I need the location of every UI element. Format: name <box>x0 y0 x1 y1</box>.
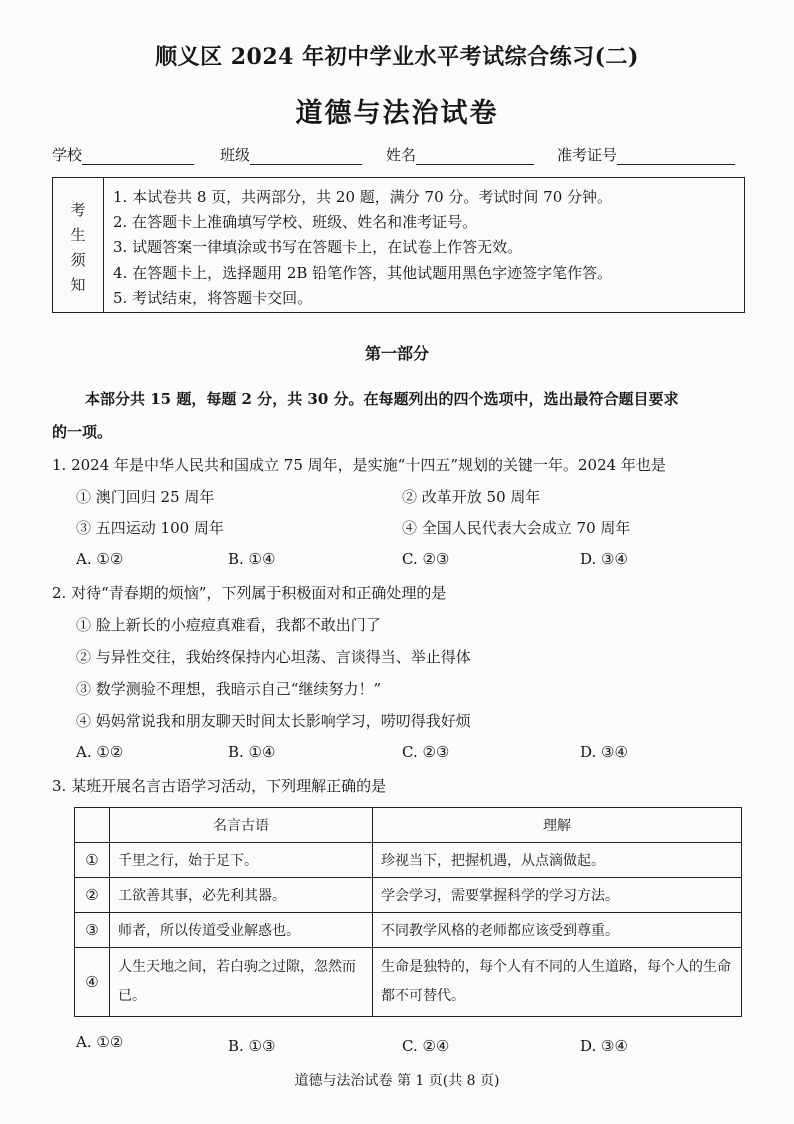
table-cell: ④ <box>75 948 110 1017</box>
table-cell: ① <box>75 843 110 878</box>
name-label: 姓名 <box>386 146 417 164</box>
table-row <box>75 843 742 878</box>
statement: ① 澳门回归 25 周年 <box>76 488 215 506</box>
table-row <box>75 948 742 1017</box>
table-cell: 不同教学风格的老师都应该受到尊重。 <box>373 913 742 948</box>
quotes-table <box>74 807 742 1017</box>
option-d[interactable]: D. ③④ <box>580 1037 628 1055</box>
table-cell: 生命是独特的，每个人有不同的人生道路，每个人的生命都不可替代。 <box>373 948 742 1017</box>
statement: ① 脸上新长的小痘痘真难看，我都不敢出门了 <box>76 616 381 634</box>
option-b[interactable]: B. ①③ <box>228 1037 276 1055</box>
exam-id-blank[interactable] <box>617 148 735 165</box>
part-title: 第一部分 <box>364 344 429 363</box>
statement: ④ 妈妈常说我和朋友聊天时间太长影响学习，唠叨得我好烦 <box>76 712 471 730</box>
notice-item: 1. 本试卷共 8 页，共两部分，共 20 题，满分 70 分。考试时间 70 分钟。 <box>113 188 613 206</box>
notice-item: 5. 考试结束，将答题卡交回。 <box>113 289 313 307</box>
option-a[interactable]: A. ①② <box>76 1033 124 1051</box>
notice-heading-char: 生 <box>70 226 86 244</box>
option-b[interactable]: B. ①④ <box>228 743 276 761</box>
notice-item: 2. 在答题卡上准确填写学校、班级、姓名和准考证号。 <box>113 213 478 231</box>
notice-heading <box>53 178 104 312</box>
exam-notice-box <box>52 177 745 313</box>
exam-title: 顺义区 2024 年初中学业水平考试综合练习(二) <box>155 44 639 70</box>
option-c[interactable]: C. ②③ <box>402 550 450 568</box>
option-c[interactable]: C. ②④ <box>402 1037 450 1055</box>
table-cell: 学会学习，需要掌握科学的学习方法。 <box>373 878 742 913</box>
exam-id-label: 准考证号 <box>557 146 618 164</box>
table-row <box>75 878 742 913</box>
statement: ③ 五四运动 100 周年 <box>76 519 224 537</box>
name-field[interactable] <box>386 144 534 165</box>
table-row <box>75 913 742 948</box>
table-cell: 人生天地之间，若白驹之过隙，忽然而已。 <box>110 948 373 1017</box>
table-cell: 千里之行，始于足下。 <box>110 843 373 878</box>
exam-id-field[interactable] <box>557 144 735 165</box>
part-instruction-line1: 本部分共 15 题，每题 2 分，共 30 分。在每题列出的四个选项中，选出最符合题目要求 <box>85 390 679 408</box>
class-field[interactable] <box>220 144 362 165</box>
school-blank[interactable] <box>82 148 194 165</box>
table-header-cell <box>75 808 110 843</box>
statement: ② 改革开放 50 周年 <box>402 488 541 506</box>
option-d[interactable]: D. ③④ <box>580 550 628 568</box>
table-cell: 师者，所以传道受业解惑也。 <box>110 913 373 948</box>
option-c[interactable]: C. ②③ <box>402 743 450 761</box>
statement: ② 与异性交往，我始终保持内心坦荡、言谈得当、举止得体 <box>76 648 471 666</box>
exam-subtitle: 道德与法治试卷 <box>295 98 499 129</box>
class-blank[interactable] <box>250 148 362 165</box>
option-b[interactable]: B. ①④ <box>228 550 276 568</box>
statement: ④ 全国人民代表大会成立 70 周年 <box>402 519 631 537</box>
notice-heading-char: 须 <box>70 251 86 269</box>
school-field[interactable] <box>52 144 194 165</box>
page-footer: 道德与法治试卷 第 1 页(共 8 页) <box>294 1073 500 1089</box>
table-cell: ② <box>75 878 110 913</box>
question-stem: 2. 对待“青春期的烦恼”，下列属于积极面对和正确处理的是 <box>52 584 447 602</box>
notice-item: 3. 试题答案一律填涂或书写在答题卡上，在试卷上作答无效。 <box>113 238 523 256</box>
option-a[interactable]: A. ①② <box>76 550 124 568</box>
name-blank[interactable] <box>416 148 534 165</box>
table-cell: ③ <box>75 913 110 948</box>
table-cell: 珍视当下，把握机遇，从点滴做起。 <box>373 843 742 878</box>
notice-heading-char: 考 <box>70 201 86 219</box>
question-stem: 3. 某班开展名言古语学习活动，下列理解正确的是 <box>52 777 387 795</box>
class-label: 班级 <box>220 146 251 164</box>
table-cell: 工欲善其事，必先利其器。 <box>110 878 373 913</box>
notice-heading-char: 知 <box>70 276 86 294</box>
table-header-row <box>75 808 742 843</box>
notice-item: 4. 在答题卡上，选择题用 2B 铅笔作答，其他试题用黑色字迹签字笔作答。 <box>113 264 613 282</box>
statement: ③ 数学测验不理想，我暗示自己“继续努力！” <box>76 680 382 698</box>
school-label: 学校 <box>52 146 83 164</box>
part-instruction-line2: 的一项。 <box>52 423 113 441</box>
option-a[interactable]: A. ①② <box>76 743 124 761</box>
table-header-cell: 名言古语 <box>110 808 373 843</box>
table-header-cell: 理解 <box>373 808 742 843</box>
question-stem: 1. 2024 年是中华人民共和国成立 75 周年，是实施“十四五”规划的关键一年。2024 年也是 <box>52 456 666 474</box>
option-d[interactable]: D. ③④ <box>580 743 628 761</box>
